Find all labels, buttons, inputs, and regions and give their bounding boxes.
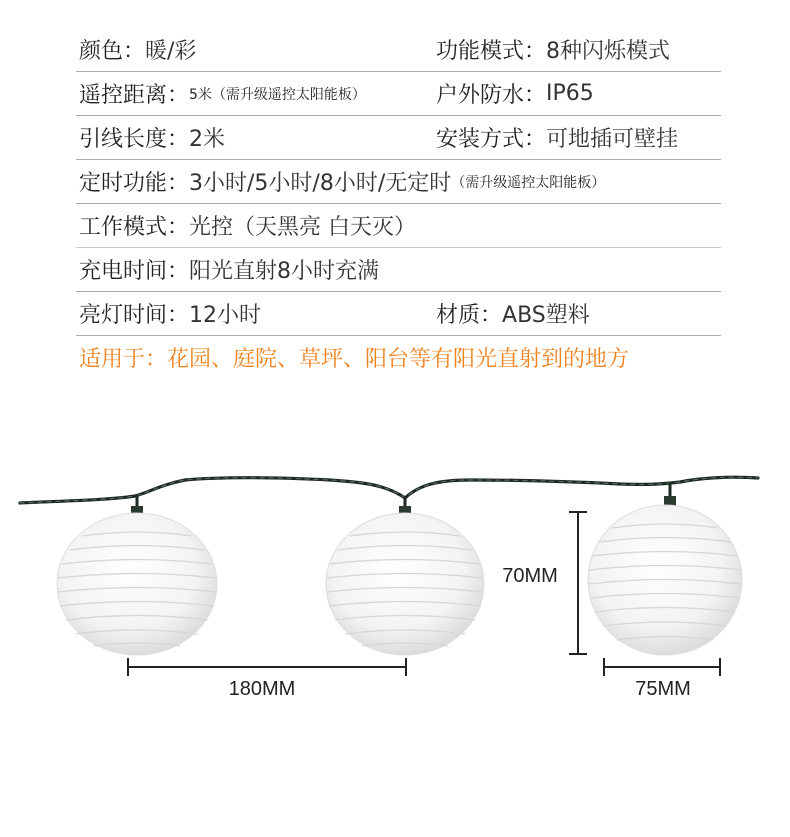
spec-label: 引线长度： xyxy=(79,127,190,152)
spec-function-mode xyxy=(436,28,670,71)
spec-row-remote-waterproof xyxy=(76,72,721,116)
spec-note: （需升级遥控太阳能板） xyxy=(451,174,606,191)
spec-row-work-mode xyxy=(76,204,721,248)
diameter-dimension xyxy=(604,658,720,676)
diameter-label: 75MM xyxy=(635,678,691,700)
lantern-1 xyxy=(57,506,217,655)
spec-waterproof xyxy=(436,72,594,115)
spec-label: 户外防水： xyxy=(436,83,547,108)
spec-light-time xyxy=(79,292,261,335)
spec-label: 工作模式： xyxy=(79,215,190,240)
spec-value: IP65 xyxy=(546,81,594,106)
spec-row-lead-install xyxy=(76,116,721,160)
spec-label: 遥控距离： xyxy=(79,83,190,108)
spec-row-light-material xyxy=(76,292,721,336)
spec-value: 光控（天黑亮 白天灭） xyxy=(189,215,417,240)
spec-charge-time xyxy=(79,248,379,291)
spec-label: 定时功能： xyxy=(79,171,190,196)
spec-note: （需升级遥控太阳能板） xyxy=(211,86,366,103)
spec-lead-length xyxy=(79,116,225,159)
spec-label: 充电时间： xyxy=(79,259,190,284)
spec-label: 颜色： xyxy=(79,39,146,64)
spec-value: 暖/彩 xyxy=(145,39,197,64)
spacing-label: 180MM xyxy=(228,678,296,700)
height-label: 70MM xyxy=(502,565,558,587)
spec-material xyxy=(436,292,590,335)
lantern-2 xyxy=(326,506,484,655)
spec-value: 8种闪烁模式 xyxy=(546,39,671,64)
spec-color xyxy=(79,28,196,71)
spec-row-timer xyxy=(76,160,721,204)
spec-work-mode xyxy=(79,204,416,247)
lantern-diagram xyxy=(0,440,790,740)
apply-text: 适用于：花园、庭院、草坪、阳台等有阳光直射到的地方 xyxy=(79,347,630,372)
spec-value: 2米 xyxy=(189,127,226,152)
spec-remote-distance xyxy=(79,72,366,115)
spec-value: ABS塑料 xyxy=(502,303,590,328)
spec-install-method xyxy=(436,116,678,159)
spec-timer xyxy=(79,160,605,203)
spec-value: 12小时 xyxy=(189,303,262,328)
spec-table xyxy=(76,28,721,336)
spec-label: 材质： xyxy=(436,303,503,328)
spec-value: 阳光直射8小时充满 xyxy=(189,259,380,284)
spec-row-charge xyxy=(76,248,721,292)
spec-value: 3小时/5小时/8小时/无定时 xyxy=(189,171,452,196)
spec-label: 功能模式： xyxy=(436,39,547,64)
height-dimension xyxy=(569,512,587,654)
spec-row-color-mode xyxy=(76,28,721,72)
spec-label: 安装方式： xyxy=(436,127,547,152)
spec-value: 可地插可壁挂 xyxy=(546,127,679,152)
spec-label: 亮灯时间： xyxy=(79,303,190,328)
spec-value: 5米 xyxy=(189,86,212,103)
spacing-dimension xyxy=(128,658,406,676)
lantern-3 xyxy=(588,496,742,655)
